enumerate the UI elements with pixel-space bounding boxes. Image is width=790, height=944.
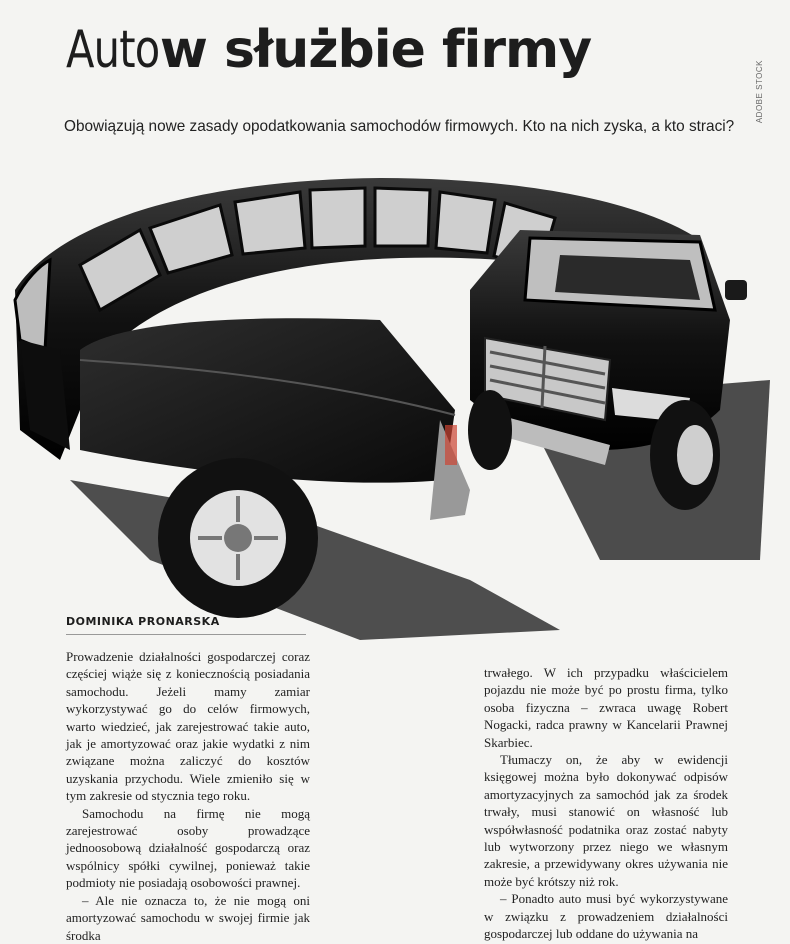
text-column-right [484,664,728,943]
title-bold: w służbie firmy [159,20,592,80]
stretch-pickup-photo [0,160,790,660]
paragraph: – Ale nie oznacza to, że nie mogą oni amortyzować samochodu w swojej firmie jak środka [66,892,310,943]
title-light: Auto [66,20,160,80]
author-divider [66,634,306,635]
paragraph: Prowadzenie działalności gospodarczej coraz częściej wiąże się z koniecznością posiadania samochodu. Jeżeli mamy zamiar wykorzystywać go do celów firmowych, warto wiedzieć, jak zarejestrować takie auto, jak je amortyzować oraz jakie wydatki z nim związane można zaliczyć do kosztów uzyskania przychodu. Wiele zmieniło się w tym zakresie od stycznia tego roku. [66,649,310,804]
paragraph: Samochodu na firmę nie mogą zarejestrować osoby prowadzące jednoosobową działalność gospodarczą oraz wspólnicy spółki cywilnej, ponieważ takie podmioty nie posiadają osobowości prawnej. [66,805,310,891]
paragraph: Tłumaczy on, że aby w ewidencji księgowej można było dokonywać odpisów amortyzacyjnych za samochód jak za środek trwały, musi stanowić on własność lub współwłasność podatnika oraz zostać nabyty lub wytworzony przez niego we własnym zakresie, a przewidywany okres używania nie może być krótszy niż rok. [484,752,728,889]
paragraph: – Ponadto auto musi być wykorzystywane w związku z prowadzeniem działalności gospodarczej lub oddane do używania na [484,891,728,942]
text-column-left [66,648,310,944]
photo-credit: ADOBE STOCK [755,60,764,124]
author-name: DOMINIKA PRONARSKA [66,615,220,628]
article-lead: Obowiązują nowe zasady opodatkowania samochodów firmowych. Kto na nich zyska, a kto straci? [64,118,735,135]
paragraph: trwałego. W ich przypadku właścicielem pojazdu nie może być po prostu firma, tylko osoba fizyczna – zwraca uwagę Robert Nogacki, radca prawny w Kancelarii Prawnej Skarbiec. [484,665,728,750]
article-title [66,22,591,79]
